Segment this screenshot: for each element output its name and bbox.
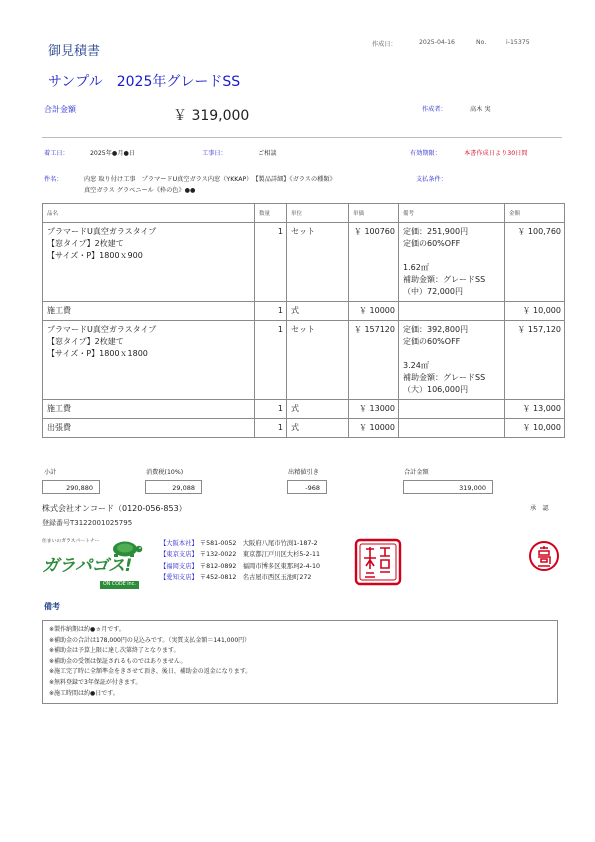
logo-tagline: 住まいのガラスパートナー	[42, 539, 100, 544]
discount-label: 出精値引き	[288, 469, 319, 476]
office-row: 【東京支店】 〒132-0022 東京都江戸川区大杉5-2-11	[160, 551, 320, 559]
company-name: 株式会社オンコード（0120-056-853）	[42, 504, 187, 513]
item-qty: 1	[255, 321, 287, 400]
doc-number-label: No.	[476, 39, 487, 46]
personal-seal-stamp	[528, 540, 560, 572]
item-unit: 式	[287, 302, 349, 321]
grand-total-label: 合計金額	[404, 469, 429, 476]
item-amount: ￥ 13,000	[505, 400, 565, 419]
col-header-amount: 金額	[505, 204, 565, 223]
tax-label: 消費税(10%)	[146, 469, 184, 476]
item-price: ￥ 100760	[349, 223, 399, 302]
table-row	[43, 419, 565, 438]
notes-title: 備考	[44, 602, 60, 611]
grand-total-value: 319,000	[403, 480, 493, 494]
col-header-note: 備考	[399, 204, 505, 223]
note-line: ※補助金の合計は178,000円の見込みです。（実質支払金額＝141,000円）	[49, 636, 251, 644]
item-name: 施工費	[43, 302, 255, 321]
start-date-label: 着工日：	[44, 150, 69, 157]
table-row	[43, 400, 565, 419]
item-unit: セット	[287, 223, 349, 302]
item-unit: 式	[287, 419, 349, 438]
logo-main-text: ガラパゴス!	[42, 556, 132, 576]
subject-line-2: 真空ガラス グラベニール《枠の色》●●	[84, 187, 196, 194]
payment-label: 支払条件：	[416, 176, 447, 183]
work-date-label: 工事日：	[202, 150, 227, 157]
created-date: 2025-04-16	[419, 39, 455, 46]
item-price: ￥ 13000	[349, 400, 399, 419]
table-row	[43, 302, 565, 321]
item-name: プラマードU真空ガラスタイプ 【窓タイプ】2枚建て 【サイズ・P】1800ｘ900	[43, 223, 255, 302]
item-name: 施工費	[43, 400, 255, 419]
table-row	[43, 223, 565, 302]
company-logo	[42, 537, 144, 591]
subject-label: 件名：	[44, 176, 63, 183]
discount-value: -968	[287, 480, 327, 494]
item-note: 定価：392,800円 定価の60%OFF 3.24㎡ 補助金額：グレードSS （大）106,000円	[399, 321, 505, 400]
col-header-qty: 数量	[255, 204, 287, 223]
project-title: サンプル 2025年グレードSS	[48, 74, 241, 90]
item-amount: ￥ 157,120	[505, 321, 565, 400]
subtotal-value: 290,880	[42, 480, 100, 494]
document-title: 御見積書	[48, 44, 101, 59]
valid-label: 有効期限：	[410, 150, 441, 157]
item-unit: セット	[287, 321, 349, 400]
note-line: ※無料登録で3年保証が付きます。	[49, 678, 142, 686]
author-name: 高木 実	[470, 106, 491, 113]
item-price: ￥ 10000	[349, 419, 399, 438]
office-list	[160, 538, 320, 583]
col-header-price: 単価	[349, 204, 399, 223]
office-row: 【大阪本社】 〒581-0052 大阪府八尾市竹渕1-187-2	[160, 540, 318, 547]
note-line: ※製作納期は約●ヵ月です。	[49, 626, 125, 633]
items-table	[42, 203, 565, 438]
notes-box	[42, 620, 558, 704]
item-note: 定価：251,900円 定価の60%OFF 1.62㎡ 補助金額：グレードSS （中）72,000円	[399, 223, 505, 302]
author-label: 作成者：	[422, 106, 447, 113]
approval-label: 承 認	[530, 505, 549, 512]
tax-value: 29,088	[145, 480, 202, 494]
item-amount: ￥ 10,000	[505, 302, 565, 321]
item-note	[399, 419, 505, 438]
company-seal-stamp	[354, 538, 402, 586]
item-amount: ￥ 10,000	[505, 419, 565, 438]
item-amount: ￥ 100,760	[505, 223, 565, 302]
item-qty: 1	[255, 400, 287, 419]
note-line: ※補助金は予算上限に達し次第終了となります。	[49, 647, 180, 655]
divider	[42, 137, 562, 138]
valid-value: 本書作成日より30日間	[464, 150, 528, 157]
item-qty: 1	[255, 223, 287, 302]
col-header-unit: 単位	[287, 204, 349, 223]
created-date-label: 作成日：	[372, 41, 397, 48]
registration-number: 登録番号T3122001025795	[42, 519, 133, 527]
item-qty: 1	[255, 419, 287, 438]
total-label: 合計金額	[44, 105, 76, 114]
item-unit: 式	[287, 400, 349, 419]
office-row: 【愛知支店】 〒452-0812 名古屋市西区玉池町272	[160, 573, 312, 581]
total-amount: ￥ 319,000	[173, 108, 250, 124]
item-qty: 1	[255, 302, 287, 321]
subject-line-1: 内窓 取り付け工事 プラマードU真空ガラス内窓（YKKAP） 【製品詳細】《ガラスの種類》	[84, 176, 336, 183]
table-row	[43, 321, 565, 400]
note-line: ※補助金の受領は保証されるものではありません。	[49, 657, 187, 665]
note-line: ※施工時間は約●日です。	[49, 689, 119, 697]
item-name: 出張費	[43, 419, 255, 438]
col-header-name: 品名	[43, 204, 255, 223]
office-row: 【福岡支店】 〒812-0892 福岡市博多区東那珂2-4-10	[160, 562, 320, 570]
item-name: プラマードU真空ガラスタイプ 【窓タイプ】2枚建て 【サイズ・P】1800ｘ1800	[43, 321, 255, 400]
start-date: 2025年●月●日	[90, 150, 136, 157]
note-line: ※施工完了時に全額準金をきさせて頂き、後日、補助金の返金になります。	[49, 668, 252, 676]
item-price: ￥ 157120	[349, 321, 399, 400]
item-note	[399, 400, 505, 419]
subtotal-label: 小計	[44, 469, 57, 476]
logo-sub-text: ON CODE Inc.	[100, 581, 139, 589]
work-date: ご相談	[258, 150, 277, 157]
item-price: ￥ 10000	[349, 302, 399, 321]
doc-number: i-15375	[506, 39, 530, 46]
table-header-row	[43, 204, 565, 223]
item-note	[399, 302, 505, 321]
